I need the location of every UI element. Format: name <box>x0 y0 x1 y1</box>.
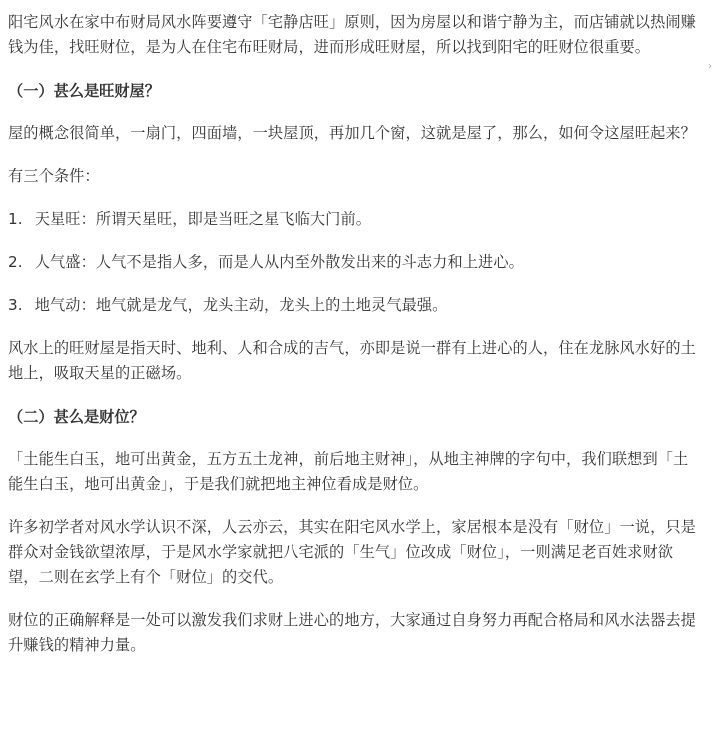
list-number: 3. <box>8 296 23 314</box>
list-item <box>8 207 700 232</box>
section-heading-wealth-position: （二）甚么是财位？ <box>8 408 145 426</box>
paragraph-beginners: 许多初学者对风水学认识不深，人云亦云，其实在阳宅风水学上，家居根本是没有「财位」一说，只是群众对金钱欲望浓厚，于是风水学家就把八宅派的「生气」位改成「财位」，一则满足老百姓求财欲望，二则在玄学上有个「财位」的交代。 <box>8 518 696 586</box>
list-text: 人气盛：人气不是指人多，而是人从内至外散发出来的斗志力和上进心。 <box>34 253 524 271</box>
list-text: 地气动：地气就是龙气，龙头主动，龙头上的土地灵气最强。 <box>34 296 448 314</box>
chevron-right-icon[interactable]: › <box>708 61 712 72</box>
section-heading-wealth-house: （一）甚么是旺财屋？ <box>8 82 160 100</box>
paragraph-house-concept: 屋的概念很简单，一扇门，四面墙，一块屋顶，再加几个窗，这就是屋了，那么，如何令这屋旺起来？ <box>8 124 696 142</box>
list-number: 1. <box>8 210 23 228</box>
paragraph-wealth-house-definition: 风水上的旺财屋是指天时、地利、人和合成的吉气，亦即是说一群有上进心的人，住在龙脉风水好的土地上，吸取天星的正磁场。 <box>8 339 696 382</box>
intro-paragraph: 阳宅风水在家中布财局风水阵要遵守「宅静店旺」原则，因为房屋以和谐宁静为主，而店铺就以热闹赚钱为佳，找旺财位，是为人在住宅布旺财局，进而形成旺财屋，所以找到阳宅的旺财位很重要。 <box>8 13 696 56</box>
list-item <box>8 293 700 318</box>
paragraph-earth-god: 「土能生白玉，地可出黄金，五方五土龙神，前后地主财神」，从地主神牌的字句中，我们联想到「土能生白玉，地可出黄金」，于是我们就把地主神位看成是财位。 <box>8 450 689 493</box>
paragraph-conditions-intro: 有三个条件： <box>8 167 100 185</box>
list-number: 2. <box>8 253 23 271</box>
paragraph-correct-explanation: 财位的正确解释是一处可以激发我们求财上进心的地方，大家通过自身努力再配合格局和风水法器去提升赚钱的精神力量。 <box>8 611 696 654</box>
list-text: 天星旺：所谓天星旺，即是当旺之星飞临大门前。 <box>34 210 372 228</box>
list-item <box>8 250 700 275</box>
